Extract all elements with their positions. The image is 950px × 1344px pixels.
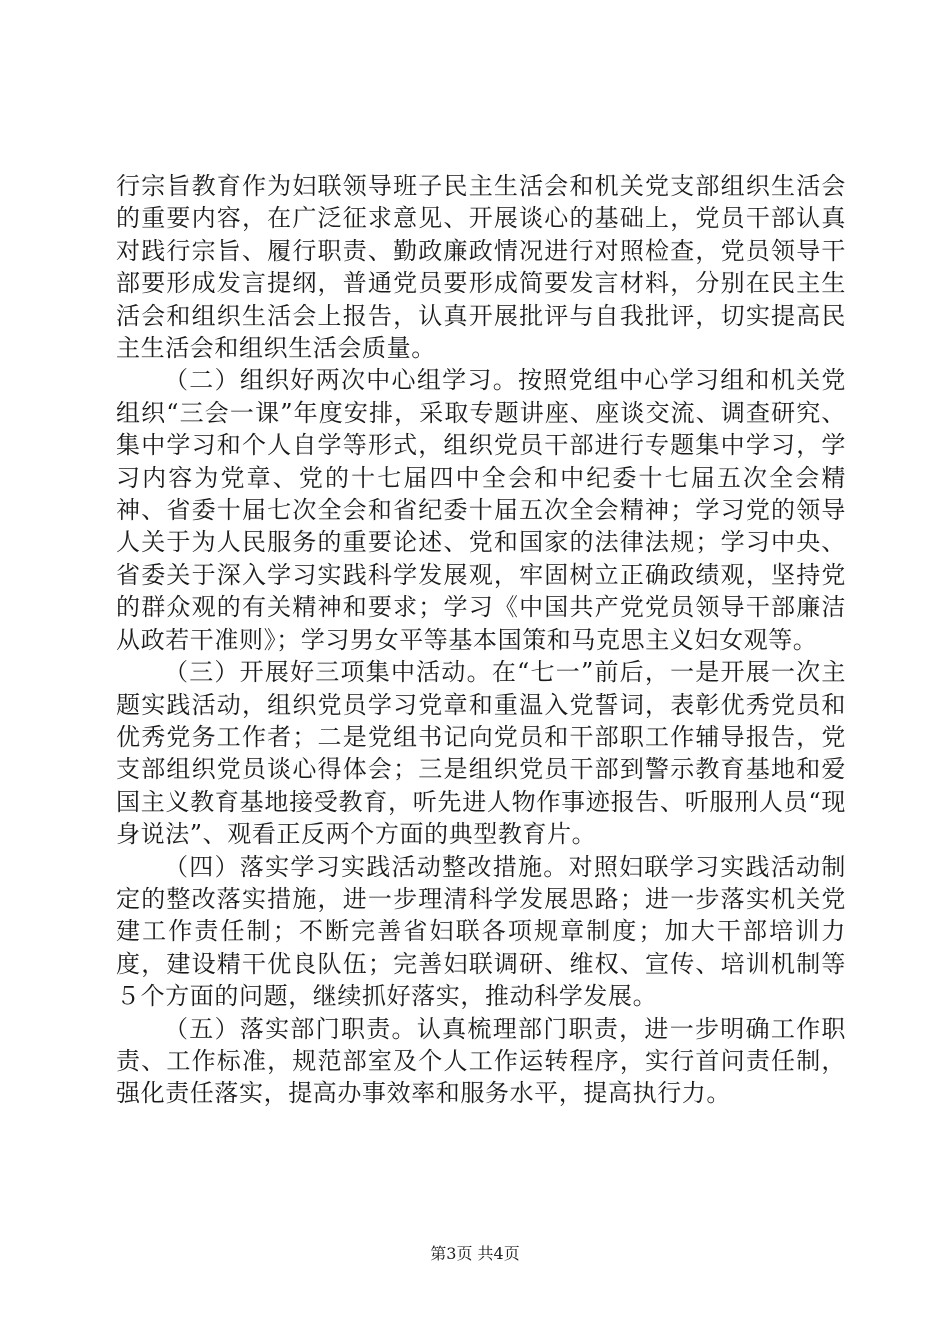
paragraph-section-4: （四）落实学习实践活动整改措施。对照妇联学习实践活动制定的整改落实措施，进一步理清科学发展思路；进一步落实机关党建工作责任制；不断完善省妇联各项规章制度；加大干部培训力度，建设精干优良队伍；完善妇联调研、维权、宣传、培训机制等５个方面的问题，继续抓好落实，推动科学发展。: [116, 852, 846, 1011]
page-number-footer: 第3页 共4页: [430, 1244, 520, 1263]
paragraph-continuation: 行宗旨教育作为妇联领导班子民主生活会和机关党支部组织生活会的重要内容，在广泛征求意见、开展谈心的基础上，党员干部认真对践行宗旨、履行职责、勤政廉政情况进行对照检查，党员领导干部要形成发言提纲，普通党员要形成简要发言材料，分别在民主生活会和组织生活会上报告，认真开展批评与自我批评，切实提高民主生活会和组织生活会质量。: [116, 172, 846, 363]
paragraph-section-3: （三）开展好三项集中活动。在“七一”前后，一是开展一次主题实践活动，组织党员学习党章和重温入党誓词，表彰优秀党员和优秀党务工作者；二是党组书记向党员和干部职工作辅导报告，党支部组织党员谈心得体会；三是组织党员干部到警示教育基地和爱国主义教育基地接受教育，听先进人物作事迹报告、听服刑人员“现身说法”、观看正反两个方面的典型教育片。: [116, 658, 846, 849]
paragraph-section-5: （五）落实部门职责。认真梳理部门职责，进一步明确工作职责、工作标准，规范部室及个人工作运转程序，实行首问责任制，强化责任落实，提高办事效率和服务水平，提高执行力。: [116, 1014, 846, 1108]
paragraph-section-2: （二）组织好两次中心组学习。按照党组中心学习组和机关党组织“三会一课”年度安排，采取专题讲座、座谈交流、调查研究、集中学习和个人自学等形式，组织党员干部进行专题集中学习，学习内容为党章、党的十七届四中全会和中纪委十七届五次全会精神、省委十届七次全会和省纪委十届五次全会精神；学习党的领导人关于为人民服务的重要论述、党和国家的法律法规；学习中央、省委关于深入学习实践科学发展观，牢固树立正确政绩观，坚持党的群众观的有关精神和要求；学习《中国共产党党员领导干部廉洁从政若干准则》；学习男女平等基本国策和马克思主义妇女观等。: [116, 366, 846, 654]
document-body: [116, 170, 846, 1110]
